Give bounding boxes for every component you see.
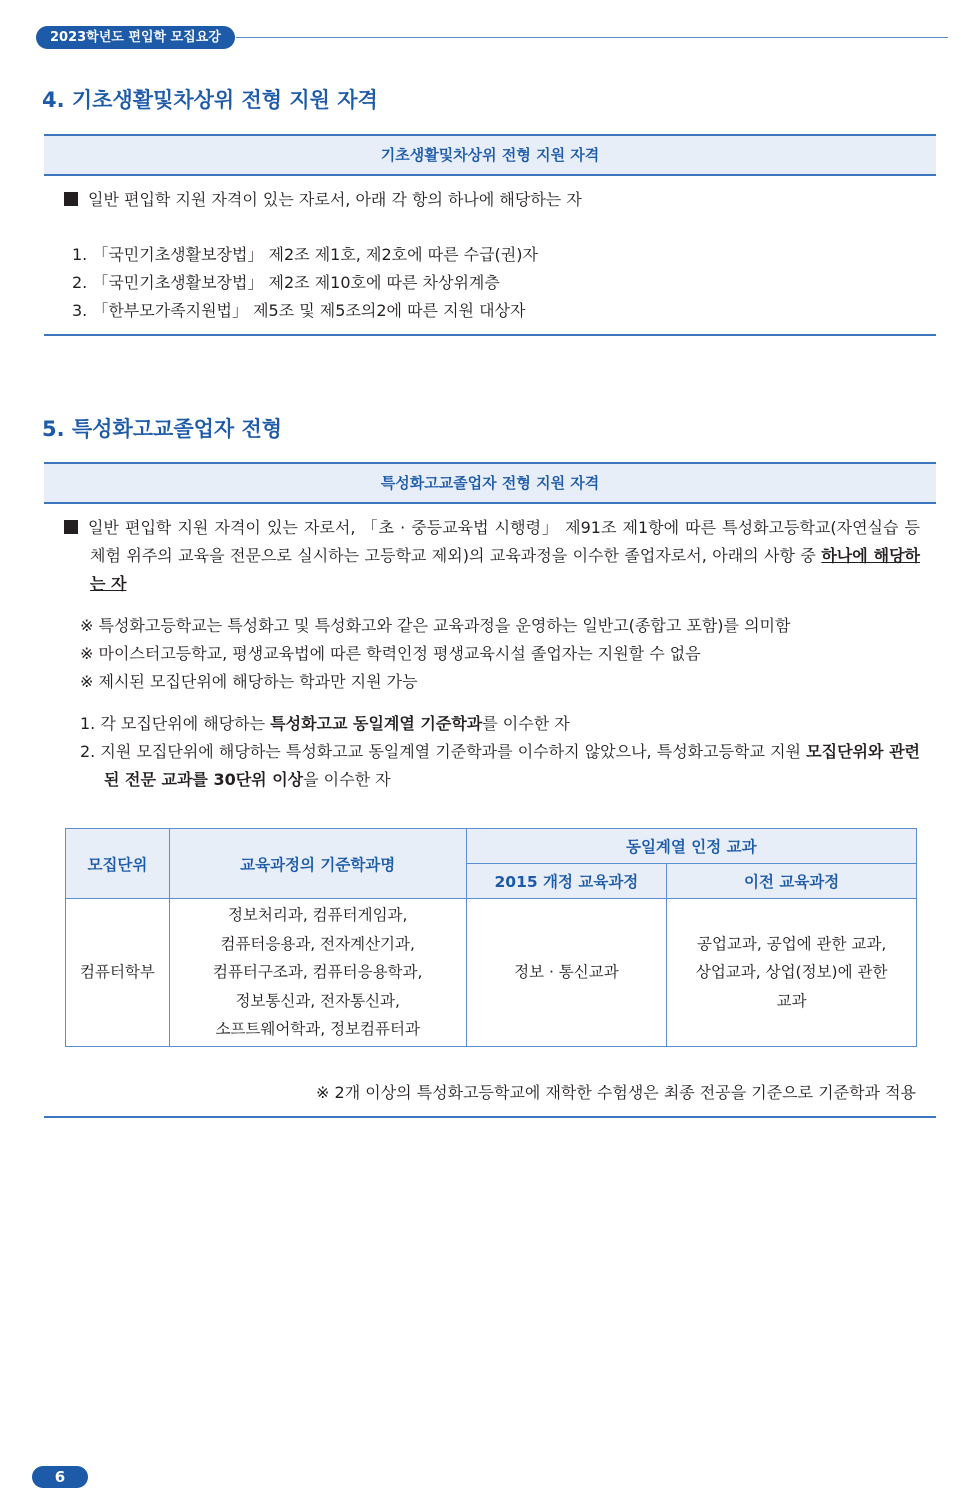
section5-intro: 일반 편입학 지원 자격이 있는 자로서, 「초 · 중등교육법 시행령」 제91조 제1항에 따른 특성화고등학교(자연실습 등 체험 위주의 교육을 전문으로 실시하는 고등학교 제외)의 교육과정을 이수한 졸업자로서, 아래의 사항 중 하나에 해당하는 자 [64,514,920,598]
section4-intro: 일반 편입학 지원 자격이 있는 자로서, 아래 각 항의 하나에 해당하는 자 [64,186,582,214]
intro-emphasis: 하나에 해당하는 자 [90,546,920,593]
header-divider [236,37,948,38]
section4-item-1: 1. 「국민기초생활보장법」 제2조 제1호, 제2호에 따른 수급(권)자 [72,245,538,264]
table-header-prev: 이전 교육과정 [667,864,917,899]
table-header-subject-group: 동일계열 인정 교과 [466,829,916,864]
table-row [66,899,917,1047]
section5-box-title: 특성화고교졸업자 전형 지원 자격 [44,462,936,504]
section5-note-3: ※ 제시된 모집단위에 해당하는 학과만 지원 가능 [80,672,418,691]
table-header-curr2015: 2015 개정 교육과정 [466,864,667,899]
section5-title: 5. 특성화고교졸업자 전형 [42,417,283,441]
section5-bottom-rule [44,1116,936,1118]
section4-box-title: 기초생활및차상위 전형 지원 자격 [44,134,936,176]
table-header-unit: 모집단위 [66,829,170,899]
eligibility-table [65,828,917,1047]
section5-note-2: ※ 마이스터고등학교, 평생교육법에 따른 학력인정 평생교육시설 졸업자는 지원할 수 없음 [80,644,701,663]
cell-unit: 컴퓨터학부 [66,899,170,1047]
square-bullet-icon [64,192,78,206]
table-header-dept: 교육과정의 기준학과명 [169,829,466,899]
section4-item-2: 2. 「국민기초생활보장법」 제2조 제10호에 따른 차상위계층 [72,273,500,292]
section5-item-1: 1. 각 모집단위에 해당하는 특성화고교 동일계열 기준학과를 이수한 자 [80,714,570,733]
section4-item-3: 3. 「한부모가족지원법」 제5조 및 제5조의2에 따른 지원 대상자 [72,301,526,320]
section4-bottom-rule [44,334,936,336]
section5-note-1: ※ 특성화고등학교는 특성화고 및 특성화고와 같은 교육과정을 운영하는 일반고(종합고 포함)를 의미함 [80,616,791,635]
square-bullet-icon [64,520,78,534]
cell-curr2015: 정보 · 통신교과 [466,899,667,1047]
item2-emphasis: 모집단위와 관련된 전문 교과를 30단위 이상 [104,742,920,789]
item1-emphasis: 특성화고교 동일계열 기준학과 [270,714,483,733]
document-header-label: 2023학년도 편입학 모집요강 [36,26,235,49]
cell-dept: 정보처리과, 컴퓨터게임과, 컴퓨터응용과, 전자계산기과, 컴퓨터구조과, 컴퓨터응용학과, 정보통신과, 전자통신과, 소프트웨어학과, 정보컴퓨터과 [169,899,466,1047]
section5-footnote: ※ 2개 이상의 특성화고등학교에 재학한 수험생은 최종 전공을 기준으로 기준학과 적용 [316,1083,916,1102]
section4-title: 4. 기초생활및차상위 전형 지원 자격 [42,88,378,112]
section5-item-2: 2. 지원 모집단위에 해당하는 특성화고교 동일계열 기준학과를 이수하지 않았으나, 특성화고등학교 지원 모집단위와 관련된 전문 교과를 30단위 이상을 이수한 자 [80,742,920,789]
cell-prev: 공업교과, 공업에 관한 교과, 상업교과, 상업(정보)에 관한 교과 [667,899,917,1047]
page-number: 6 [32,1466,88,1488]
